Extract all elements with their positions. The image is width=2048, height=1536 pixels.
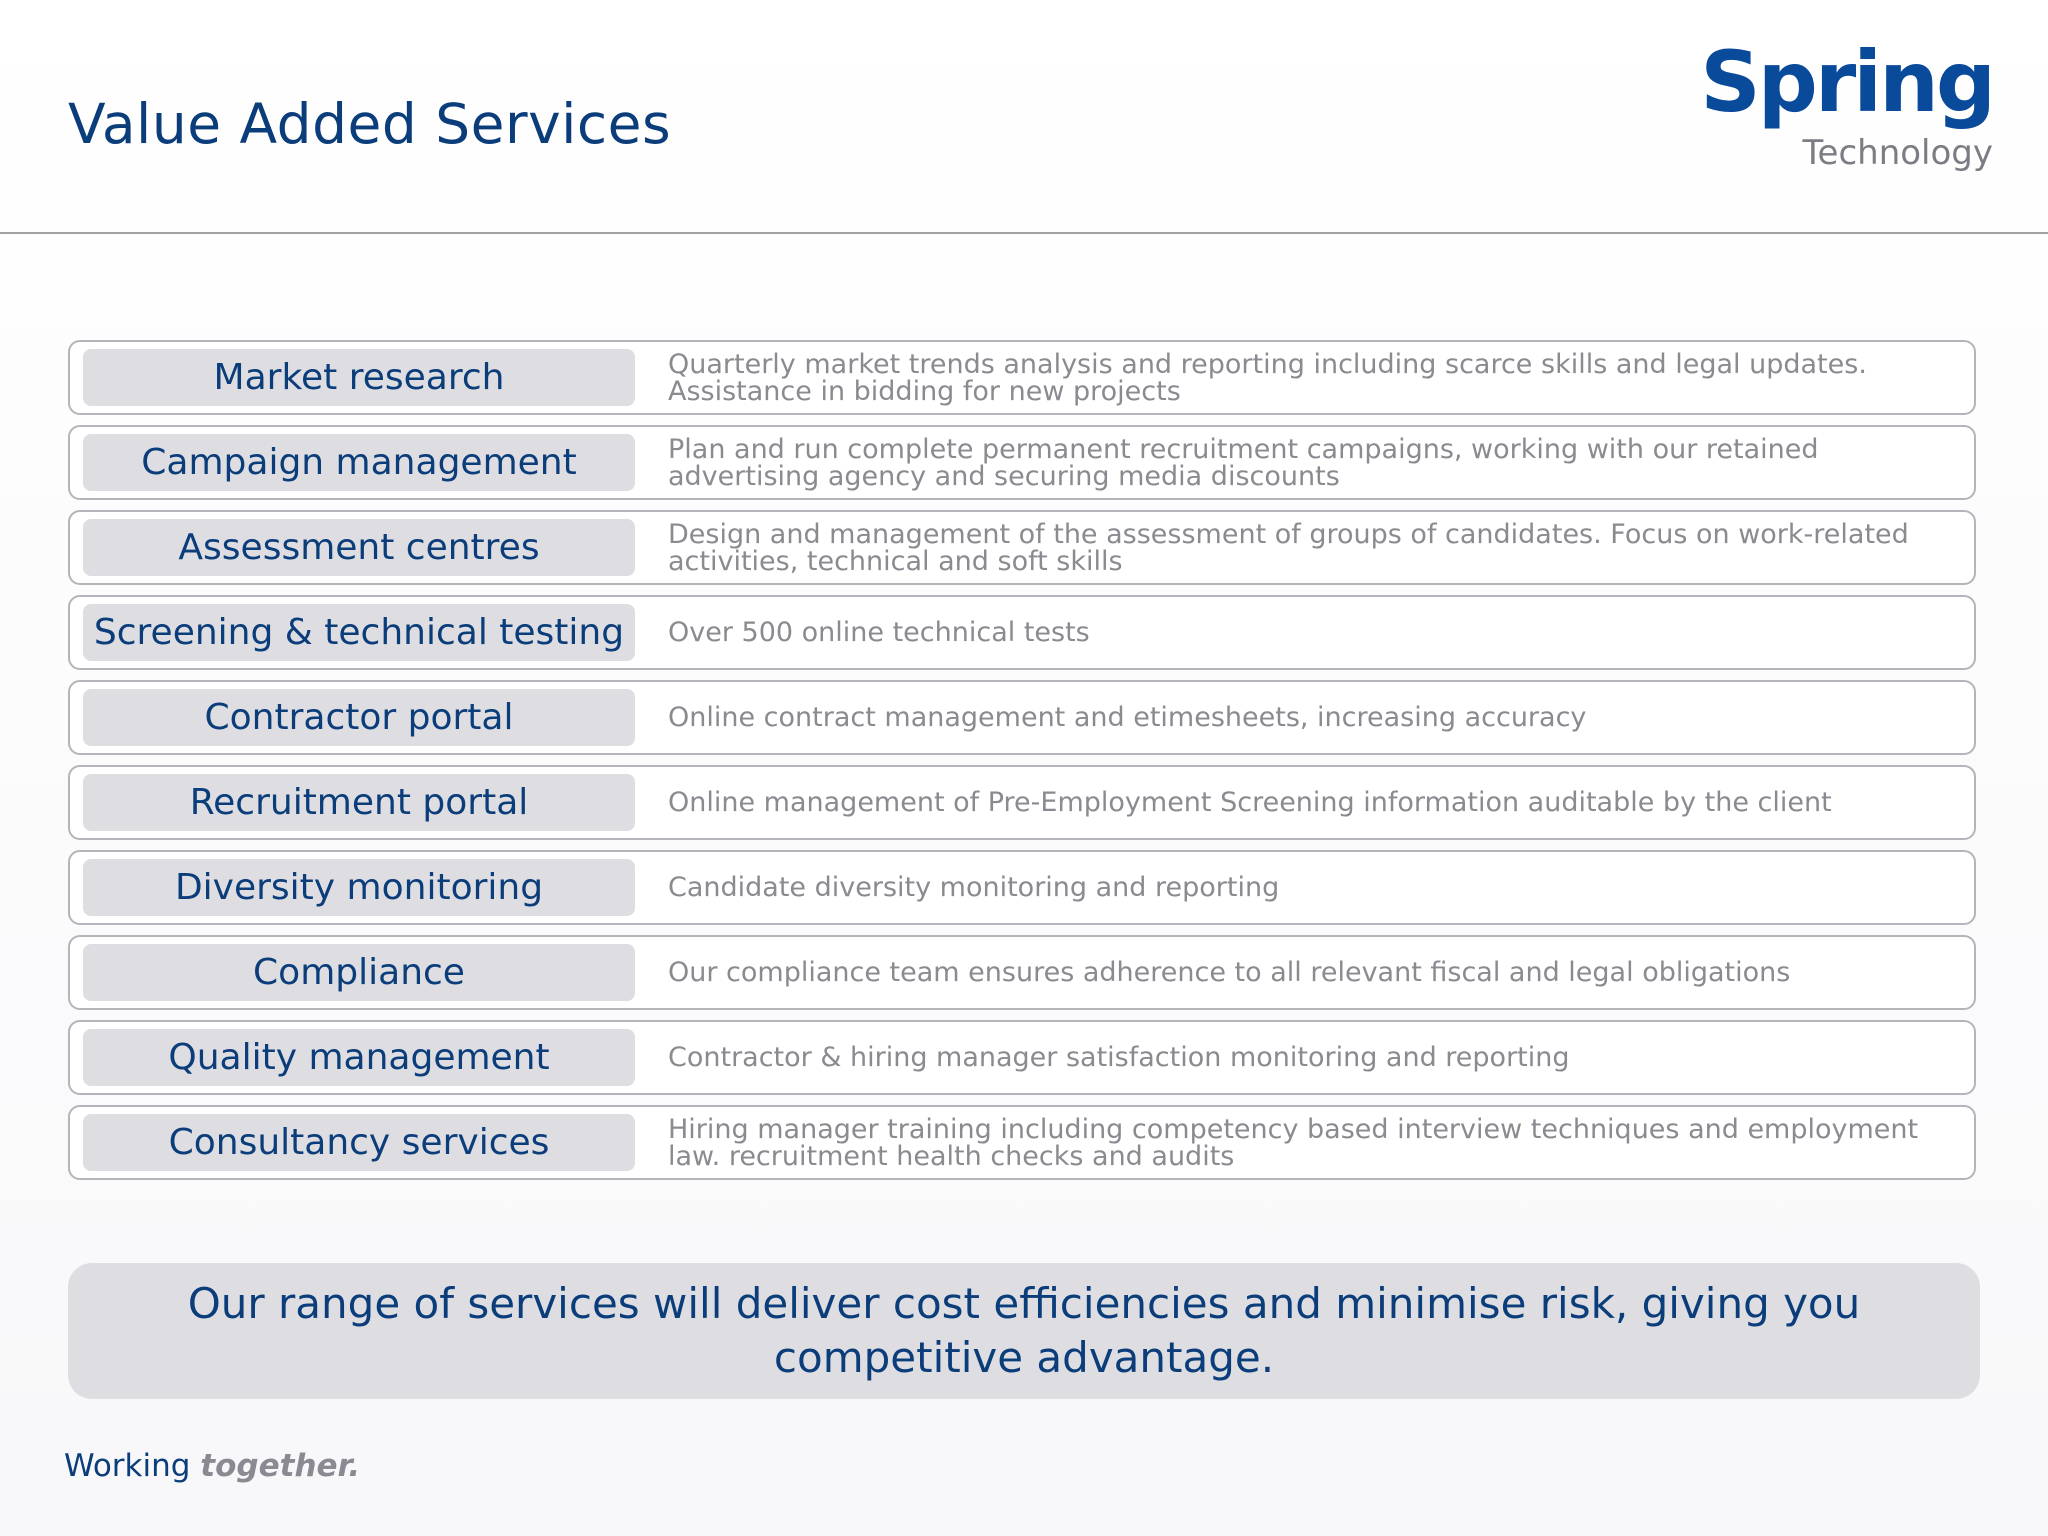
service-description: Online management of Pre-Employment Screening information auditable by the client — [668, 787, 1832, 818]
footer-slogan-part2: together. — [200, 1448, 361, 1484]
service-description: Online contract management and etimesheets, increasing accuracy — [668, 702, 1587, 733]
service-description: Our compliance team ensures adherence to all relevant fiscal and legal obligations — [668, 957, 1791, 988]
tagline-banner — [68, 1263, 1980, 1399]
footer-slogan — [64, 1448, 360, 1484]
service-description: Contractor & hiring manager satisfaction monitoring and reporting — [668, 1042, 1570, 1073]
logo-subtitle: Technology — [1802, 133, 1993, 173]
header-divider — [0, 232, 2048, 234]
service-row — [68, 680, 1976, 755]
service-row — [68, 850, 1976, 925]
service-label: Recruitment portal — [83, 774, 635, 831]
service-row — [68, 1020, 1976, 1095]
service-label: Screening & technical testing — [83, 604, 635, 661]
service-label: Contractor portal — [83, 689, 635, 746]
tagline-text: Our range of services will deliver cost efficiencies and minimise risk, giving you competitive advantage. — [187, 1279, 1861, 1382]
service-row — [68, 510, 1976, 585]
service-label: Market research — [83, 349, 635, 406]
service-description: Plan and run complete permanent recruitment campaigns, working with our retained advertising agency and securing media discounts — [668, 433, 1819, 492]
service-row — [68, 595, 1976, 670]
service-description: Quarterly market trends analysis and reporting including scarce skills and legal updates. Assistance in bidding for new projects — [668, 348, 1867, 407]
service-description: Candidate diversity monitoring and reporting — [668, 872, 1280, 903]
page-title: Value Added Services — [68, 92, 672, 156]
footer-slogan-part1: Working — [64, 1448, 201, 1484]
spring-technology-logo — [1700, 33, 2005, 190]
service-label: Assessment centres — [83, 519, 635, 576]
service-label: Diversity monitoring — [83, 859, 635, 916]
service-label: Compliance — [83, 944, 635, 1001]
service-description: Over 500 online technical tests — [668, 617, 1090, 648]
service-row — [68, 1105, 1976, 1180]
service-row — [68, 765, 1976, 840]
service-description: Hiring manager training including competency based interview techniques and employment law. recruitment health checks and audits — [668, 1113, 1919, 1172]
service-row — [68, 425, 1976, 500]
service-description: Design and management of the assessment of groups of candidates. Focus on work-related activities, technical and soft skills — [668, 518, 1909, 577]
logo-wordmark: Spring — [1700, 33, 1993, 131]
service-row — [68, 935, 1976, 1010]
service-label: Quality management — [83, 1029, 635, 1086]
service-label: Consultancy services — [83, 1114, 635, 1171]
service-row — [68, 340, 1976, 415]
service-label: Campaign management — [83, 434, 635, 491]
